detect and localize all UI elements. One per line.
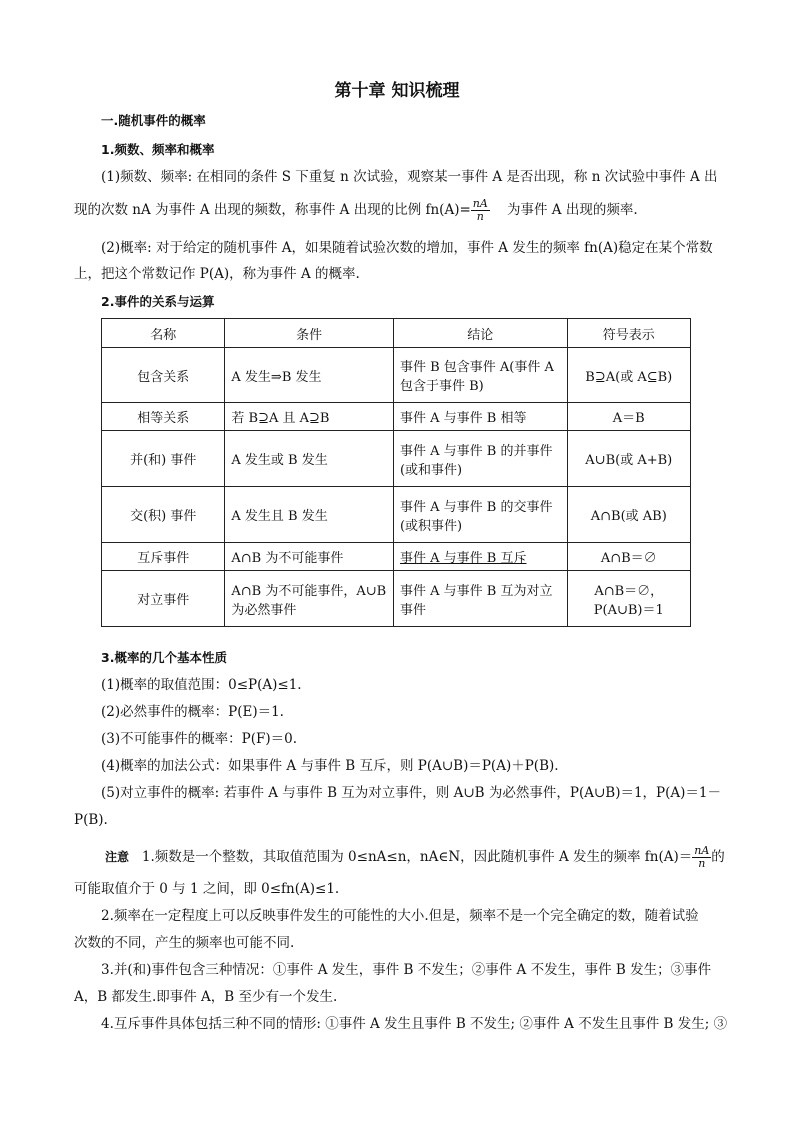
note3-line1: 3.并(和)事件包含三种情况：①事件 A 发生，事件 B 不发生；②事件 A 不发生，事件 B 发生；③事件 (101, 962, 712, 978)
note3-line2: A，B 都发生.即事件 A，B 至少有一个发生. (74, 989, 338, 1005)
p1-line2a: 现的次数 nA 为事件 A 出现的频数，称事件 A 出现的比例 fn(A)= (74, 202, 471, 218)
note1-line1 (105, 845, 725, 870)
section1-sub1: 1.频数、频率和概率 (101, 142, 215, 157)
table-header: 结论 (393, 319, 567, 348)
p2-line2: 上，把这个常数记作 P(A)，称为事件 A 的概率. (74, 266, 360, 282)
table-header: 名称 (102, 319, 225, 348)
fraction-denominator: n (698, 857, 706, 870)
table-cell: A∩B 为不可能事件，A∪B 为必然事件 (225, 571, 394, 627)
table-cell: A＝B (567, 403, 690, 431)
table-cell: 交(积) 事件 (102, 487, 225, 543)
note1-line2: 可能取值介于 0 与 1 之间，即 0≤fn(A)≤1. (74, 881, 340, 897)
table-cell: 事件 A 与事件 B 互斥 (393, 543, 567, 571)
property-item: (2)必然事件的概率：P(E)＝1. (101, 704, 284, 720)
section3-heading: 3.概率的几个基本性质 (101, 650, 227, 665)
table-cell: 对立事件 (102, 571, 225, 627)
property-item: (5)对立事件的概率: 若事件 A 与事件 B 互为对立事件，则 A∪B 为必然事件，P(A∪B)＝1，P(A)＝1－ (101, 785, 722, 801)
table-cell: 事件 A 与事件 B 的交事件(或积事件) (393, 487, 567, 543)
section1-heading: 一.随机事件的概率 (101, 113, 206, 128)
table-cell: A 发生且 B 发生 (225, 487, 394, 543)
fraction-numerator: nA (472, 197, 488, 210)
note1-text-a: 1.频数是一个整数，其取值范围为 0≤nA≤n，nA∈N，因此随机事件 A 发生的频率 fn(A)＝ (141, 849, 693, 865)
table-cell: 事件 A 与事件 B 互为对立事件 (393, 571, 567, 627)
note-label: 注意 (105, 850, 130, 864)
table-cell: 并(和) 事件 (102, 431, 225, 487)
table-row (102, 431, 691, 487)
p2-line1: (2)概率: 对于给定的随机事件 A，如果随着试验次数的增加，事件 A 发生的频率 fn(A)稳定在某个常数 (101, 240, 713, 256)
p1-line1: (1)频数、频率: 在相同的条件 S 下重复 n 次试验，观察某一事件 A 是否出现，称 n 次试验中事件 A 出 (101, 169, 718, 185)
property-item: (3)不可能事件的概率：P(F)＝0. (101, 731, 297, 747)
table-cell: A 发生⇒B 发生 (225, 348, 394, 403)
table-cell: 互斥事件 (102, 543, 225, 571)
note2-line2: 次数的不同，产生的频率也可能不同. (74, 935, 295, 951)
note1-text-b: 的 (711, 849, 725, 865)
note-fraction (692, 845, 711, 870)
note4-line1: 4.互斥事件具体包括三种不同的情形: ①事件 A 发生且事件 B 不发生; ②事件 A 不发生且事件 B 发生; ③ (101, 1016, 728, 1032)
note2-line1: 2.频率在一定程度上可以反映事件发生的可能性的大小.但是，频率不是一个完全确定的数，随着试验 (101, 908, 699, 924)
table-cell: 包含关系 (102, 348, 225, 403)
table-row (102, 403, 691, 431)
table-header: 符号表示 (567, 319, 690, 348)
table-cell: A 发生或 B 发生 (225, 431, 394, 487)
table-cell: 事件 A 与事件 B 相等 (393, 403, 567, 431)
table-header-row (102, 319, 691, 348)
property-item: (4)概率的加法公式：如果事件 A 与事件 B 互斥，则 P(A∪B)＝P(A)＋P(B). (101, 758, 559, 774)
fraction-numerator: nA (694, 844, 710, 857)
p1-line2 (74, 198, 638, 223)
page-title: 第十章 知识梳理 (334, 81, 460, 101)
table-cell: 事件 B 包含事件 A(事件 A 包含于事件 B) (393, 348, 567, 403)
table-header: 条件 (225, 319, 394, 348)
property-item: P(B). (74, 812, 108, 828)
table-row (102, 348, 691, 403)
table-cell: A∩B 为不可能事件 (225, 543, 394, 571)
fraction-denominator: n (476, 210, 484, 223)
frequency-fraction (471, 198, 490, 223)
p1-line2b: 为事件 A 出现的频率. (506, 202, 638, 218)
table-cell: A∩B＝∅，P(A∪B)＝1 (567, 571, 690, 627)
table-row (102, 487, 691, 543)
table-cell: 若 B⊇A 且 A⊇B (225, 403, 394, 431)
property-item: (1)概率的取值范围：0≤P(A)≤1. (101, 677, 302, 693)
table-cell: A∪B(或 A+B) (567, 431, 690, 487)
event-relation-table (101, 318, 691, 627)
table-row (102, 543, 691, 571)
table-row (102, 571, 691, 627)
section2-heading: 2.事件的关系与运算 (101, 294, 215, 309)
table-cell: 事件 A 与事件 B 的并事件(或和事件) (393, 431, 567, 487)
table-cell: A∩B＝∅ (567, 543, 690, 571)
table-cell: A∩B(或 AB) (567, 487, 690, 543)
table-cell: B⊇A(或 A⊆B) (567, 348, 690, 403)
table-cell: 相等关系 (102, 403, 225, 431)
